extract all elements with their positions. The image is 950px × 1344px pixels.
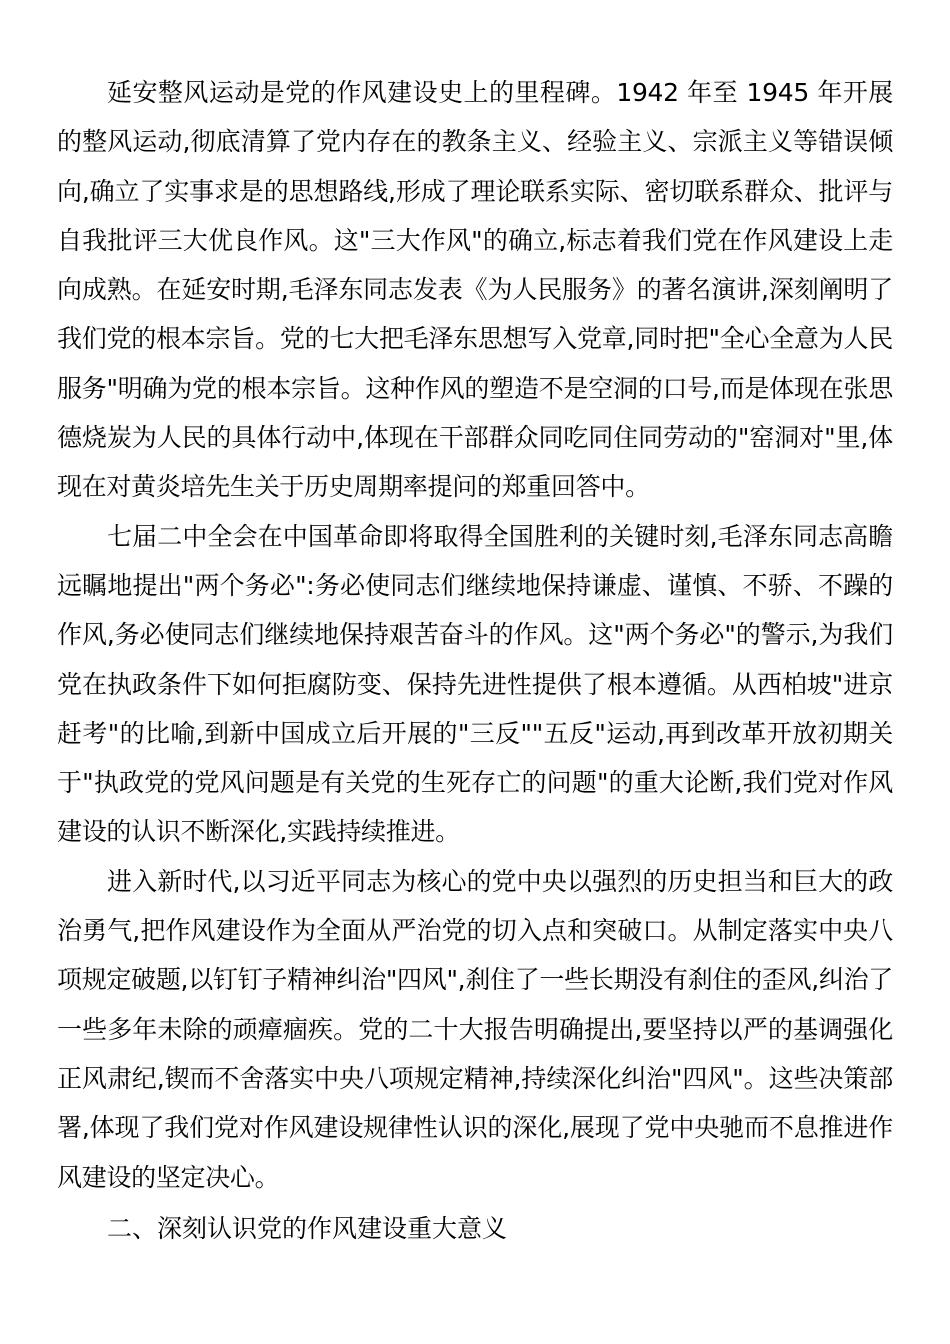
paragraph-new-era: 进入新时代,以习近平同志为核心的党中央以强烈的历史担当和巨大的政治勇气,把作风建设作为全面从严治党的切入点和突破口。从制定落实中央八项规定破题,以钉钉子精神纠治"四风",刹住了一些长期没有刹住的歪风,纠治了一些多年未除的顽瘴痼疾。党的二十大报告明确提出,要坚持以严的基调强化正风肃纪,锲而不舍落实中央八项规定精神,持续深化纠治"四风"。这些决策部署,体现了我们党对作风建设规律性认识的深化,展现了党中央驰而不息推进作风建设的坚定决心。 (57, 866, 893, 1192)
paragraph-two-musts: 七届二中全会在中国革命即将取得全国胜利的关键时刻,毛泽东同志高瞻远瞩地提出"两个务必":务必使同志们继续地保持谦虚、谨慎、不骄、不躁的作风,务必使同志们继续地保持艰苦奋斗的作风。这"两个务必"的警示,为我们党在执政条件下如何拒腐防变、保持先进性提供了根本遵循。从西柏坡"进京赶考"的比喻,到新中国成立后开展的"三反""五反"运动,再到改革开放初期关于"执政党的党风问题是有关党的生死存亡的问题"的重大论断,我们党对作风建设的认识不断深化,实践持续推进。 (57, 521, 893, 847)
document-page (57, 68, 893, 1253)
section-heading: 二、深刻认识党的作风建设重大意义 (107, 1213, 508, 1243)
paragraph-yanan-rectification: 延安整风运动是党的作风建设史上的里程碑。1942 年至 1945 年开展的整风运动,彻底清算了党内存在的教条主义、经验主义、宗派主义等错误倾向,确立了实事求是的思想路线,形成了理论联系实际、密切联系群众、批评与自我批评三大优良作风。这"三大作风"的确立,标志着我们党在作风建设上走向成熟。在延安时期,毛泽东同志发表《为人民服务》的著名演讲,深刻阐明了我们党的根本宗旨。党的七大把毛泽东思想写入党章,同时把"全心全意为人民服务"明确为党的根本宗旨。这种作风的塑造不是空洞的口号,而是体现在张思德烧炭为人民的具体行动中,体现在干部群众同吃同住同劳动的"窑洞对"里,体现在对黄炎培先生关于历史周期率提问的郑重回答中。 (57, 78, 893, 502)
